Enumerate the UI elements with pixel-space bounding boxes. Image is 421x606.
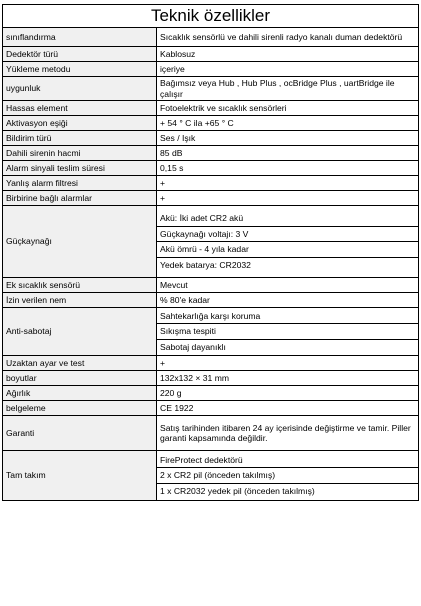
- spec-label: Güçkaynağı: [3, 206, 157, 278]
- spec-value-cell: [157, 451, 419, 501]
- spec-label: Uzaktan ayar ve test: [3, 356, 157, 371]
- spec-value-cell: Ses / Işık: [157, 131, 419, 146]
- spec-row: [3, 101, 419, 116]
- spec-value-cell: + 54 ° C ila +65 ° C: [157, 116, 419, 131]
- spec-value-cell: 220 g: [157, 386, 419, 401]
- spec-row: [3, 278, 419, 293]
- spec-label: Ek sıcaklık sensörü: [3, 278, 157, 293]
- spec-label: Hassas element: [3, 101, 157, 116]
- spec-row: [3, 371, 419, 386]
- spec-label: Tam takım: [3, 451, 157, 501]
- spec-label: Bildirim türü: [3, 131, 157, 146]
- spec-value-cell: Fotoelektrik ve sıcaklık sensörleri: [157, 101, 419, 116]
- spec-value-cell: +: [157, 176, 419, 191]
- spec-row: [3, 77, 419, 101]
- spec-value-cell: Mevcut: [157, 278, 419, 293]
- spec-row: [3, 146, 419, 161]
- spec-sub-value: FireProtect dedektörü: [160, 454, 243, 465]
- spec-value-cell: 132x132 × 31 mm: [157, 371, 419, 386]
- spec-label: Aktivasyon eşiği: [3, 116, 157, 131]
- spec-label: Alarm sinyali teslim süresi: [3, 161, 157, 176]
- spec-label: sınıflandırma: [3, 28, 157, 47]
- spec-value-cell: [157, 206, 419, 278]
- spec-value-cell: 0,15 s: [157, 161, 419, 176]
- spec-value-cell: % 80'e kadar: [157, 293, 419, 308]
- spec-label: belgeleme: [3, 401, 157, 416]
- spec-row: [3, 176, 419, 191]
- spec-sub-list: [157, 211, 418, 272]
- spec-row: [3, 161, 419, 176]
- spec-sub-value: Akü ömrü - 4 yıla kadar: [157, 241, 418, 257]
- spec-table: [2, 27, 419, 501]
- spec-value-cell: içeriye: [157, 62, 419, 77]
- spec-sub-value: 1 x CR2032 yedek pil (önceden takılmış): [157, 483, 418, 499]
- spec-label: Ağırlık: [3, 386, 157, 401]
- spec-row: [3, 401, 419, 416]
- spec-sub-value: Sahtekarlığa karşı koruma: [160, 310, 261, 321]
- spec-label: Dahili sirenin hacmi: [3, 146, 157, 161]
- spec-sub-value: Akü: İki adet CR2 akü: [160, 213, 244, 223]
- spec-label: Birbirine bağlı alarmlar: [3, 191, 157, 206]
- spec-row: [3, 131, 419, 146]
- spec-row: [3, 356, 419, 371]
- spec-row: [3, 416, 419, 451]
- spec-sub-list: [157, 453, 418, 499]
- spec-value-cell: [157, 308, 419, 356]
- spec-row: [3, 386, 419, 401]
- spec-value-cell: Satış tarihinden itibaren 24 ay içerisinde değiştirme ve tamir. Piller garanti kapsamında değildir.: [157, 416, 419, 451]
- spec-sub-value: Sıkışma tespiti: [157, 323, 418, 339]
- spec-value-cell: +: [157, 191, 419, 206]
- spec-row: [3, 47, 419, 62]
- spec-table-body: [3, 28, 419, 501]
- spec-value-cell: Kablosuz: [157, 47, 419, 62]
- spec-value-cell: 85 dB: [157, 146, 419, 161]
- spec-sub-value: 2 x CR2 pil (önceden takılmış): [157, 467, 418, 483]
- spec-value-cell: Sıcaklık sensörlü ve dahili sirenli radyo kanalı duman dedektörü: [157, 28, 419, 47]
- page-title: Teknik özellikler: [2, 4, 419, 27]
- spec-sub-value: Güçkaynağı voltajı: 3 V: [157, 226, 418, 242]
- spec-value-cell: CE 1922: [157, 401, 419, 416]
- spec-row: [3, 206, 419, 278]
- spec-label: Yanlış alarm filtresi: [3, 176, 157, 191]
- spec-row: [3, 116, 419, 131]
- spec-row: [3, 62, 419, 77]
- spec-sub-value: Yedek batarya: CR2032: [157, 257, 418, 273]
- spec-value-cell: Bağımsız veya Hub , Hub Plus , ocBridge Plus , uartBridge ile çalışır: [157, 77, 419, 101]
- spec-value-cell: +: [157, 356, 419, 371]
- spec-row: [3, 28, 419, 47]
- spec-label: İzin verilen nem: [3, 293, 157, 308]
- spec-label: uygunluk: [3, 77, 157, 101]
- spec-row: [3, 191, 419, 206]
- spec-row: [3, 293, 419, 308]
- spec-sub-list: [157, 309, 418, 355]
- spec-label: Garanti: [3, 416, 157, 451]
- spec-label: Yükleme metodu: [3, 62, 157, 77]
- spec-label: Dedektör türü: [3, 47, 157, 62]
- spec-row: [3, 451, 419, 501]
- spec-label: boyutlar: [3, 371, 157, 386]
- spec-page: [0, 4, 421, 606]
- spec-sub-value: Sabotaj dayanıklı: [157, 339, 418, 355]
- spec-label: Anti-sabotaj: [3, 308, 157, 356]
- spec-row: [3, 308, 419, 356]
